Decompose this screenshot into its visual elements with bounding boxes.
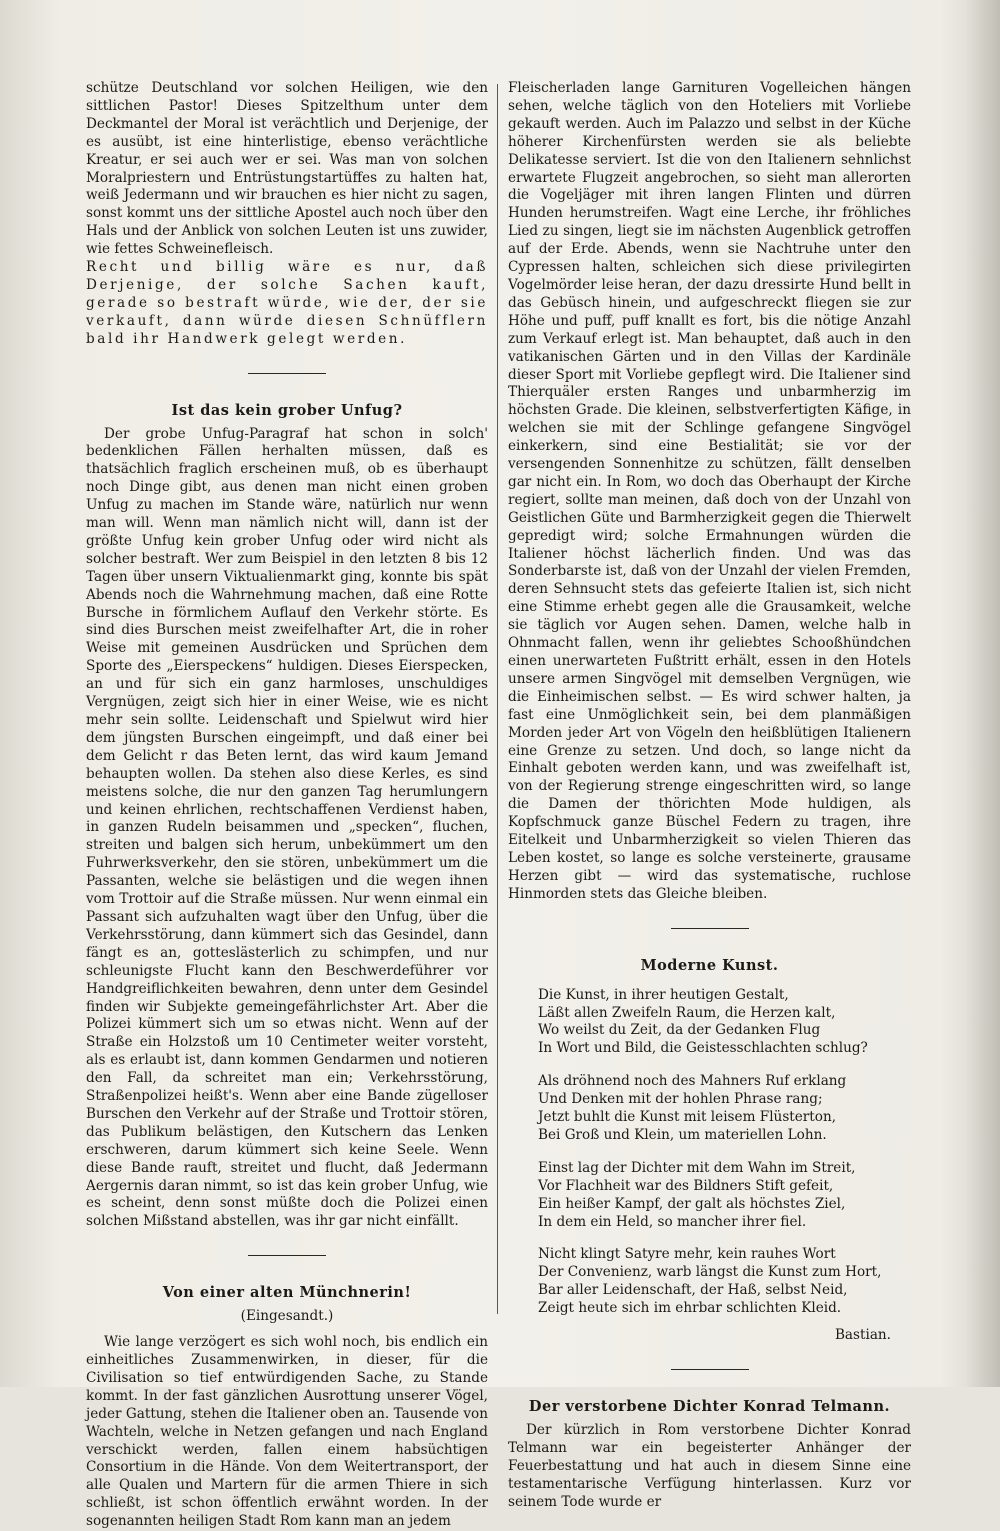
poem-line: Und Denken mit der hohlen Phrase rang; (538, 1091, 823, 1108)
poem (538, 987, 911, 1319)
poem-line: Jetzt buhlt die Kunst mit leisem Flüsterton, (538, 1109, 837, 1126)
poem-line: Ein heißer Kampf, der galt als höchstes Ziel, (538, 1195, 846, 1212)
article-body-telmann: Der kürzlich in Rom verstorbene Dichter Konrad Telmann war ein begeisterter Anhänger der Feuerbestattung und hat auch in diesem Sinne eine testamentarische Verfügung hinterlassen. Kurz vor seinem Tode wurde er (508, 1421, 911, 1510)
continued-paragraph: Fleischerladen lange Garnituren Vogelleichen hängen sehen, welche täglich von den Hoteliers mit Vorliebe gekauft werden. Auch im Palazzo und selbst in der Küche höherer Kirchenfürsten werden sie als beliebte Delikatesse serviert. Ist die von den Italienern sehnlichst erwartete Flugzeit angebrochen, so sieht man allerorten die Vogeljäger mit ihren langen Flinten und dürren Hunden herumstreifen. Wagt eine Lerche, ihr fröhliches Lied zu singen, liegt sie im nächsten Augenblick getroffen auf der Erde. Abends, wenn sie Nachtruhe unter den Cypressen halten, schleichen sich diese privilegirten Vogelmörder leise heran, der dazu dressirte Hund bellt in das Gebüsch hinein, und aufgeschreckt fliegen sie zur Höhe und puff, puff knallt es fort, bis die nötige Anzahl zum Verkauf erlegt ist. Man behauptet, daß auch in den vatikanischen Gärten und in den Villas der Kardinäle dieser Sport mit Vorliebe gepflegt wird. Die Italiener sind Thierquäler ersten Ranges und unbarmherzig im höchsten Grade. Die kleinen, selbstverfertigten Käfige, in welchen sie mit der Schlinge gefangene Singvögel einkerkern, sind eine Bestialität; sie vor der versengenden Sonnenhitze zu schützen, fällt denselben gar nicht ein. In Rom, wo doch das Oberhaupt der Kirche regiert, sollte man meinen, daß doch von der Unzahl von Geistlichen Güte und Barmherzigkeit gegen die Thierwelt gepredigt wird; solche Ermahnungen würden die Italiener höchst lächerlich finden. Und was das Sonderbarste ist, daß von der Unzahl der vielen Fremden, deren Sehnsucht stets das gefeierte Italien ist, sich nicht eine Stimme erhebt gegen alle die Grausamkeit, welche sie täglich vor Augen sehen. Damen, welche halb in Ohnmacht fallen, wenn ihr geliebtes Schooßhündchen einen unerwarteten Fußtritt erhält, essen in den Hotels unsere armen Singvögel mit demselben Vergnügen, wie die Einheimischen selbst. — Es wird schwer halten, ja fast eine Unmöglichkeit sein, bei dem planmäßigen Morden jeder Art von Vögeln den heißblütigen Italienern eine Grenze zu setzen. Und doch, so lange nicht da Einhalt geboten werden kann, und was zweifelhaft ist, von der Regierung strenge eingeschritten wird, so lange die Damen der thörichten Mode huldigen, als Kopfschmuck ganze Büschel Federn zu tragen, ihre Eitelkeit und Unbarmherzigkeit so vielen Thieren das Leben kostet, so lange es solche versteinerte, grausame Herzen gibt — wird das systematische, ruchlose Hinmorden stets das Gleiche bleiben. (508, 80, 911, 902)
section-separator (248, 1255, 326, 1256)
article-body-unfug: Der grobe Unfug-Paragraf hat schon in solch' bedenklichen Fällen herhalten müssen, daß es thatsächlich fraglich erscheinen muß, ob es überhaupt noch Dinge gibt, aus denen man nicht einen groben Unfug zu machen im Stande wäre, natürlich nur wenn man will. Wenn man nämlich nicht will, dann ist der größte Unfug kein grober Unfug oder wird nicht als solcher bestraft. Wer zum Beispiel in den letzten 8 bis 12 Tagen über unsern Viktualienmarkt ging, konnte bis spät Abends noch die Wahrnehmung machen, daß eine Rotte Bursche in förmlichem Auflauf den Verkehr störte. Es sind dies Burschen meist zweifelhafter Art, die in roher Weise mit gemeinen Ausdrücken und Sprüchen dem Sporte des „Eierspeckens“ huldigen. Dieses Eierspecken, an und für sich ein ganz harmloses, unschuldiges Vergnügen, zeigt sich hier in einer Weise, wie es nicht mehr sein sollte. Leidenschaft und Spielwut wird hier dem jüngsten Burschen eingeimpft, und daß einer bei dem Gelicht r das Beten lernt, das wird kaum Jemand behaupten wollen. Da stehen also diese Kerles, es sind meistens solche, die nur den ganzen Tag herumlungern und keinen ehrlichen, rechtschaffenen Verdienst haben, in ganzen Rudeln beisammen und „specken“, fluchen, streiten und balgen sich herum, unbekümmert um den Fuhrwerksverkehr, den sie stören, unbekümmert um die Passanten, welche sie belästigen und die wegen ihnen vom Trottoir auf die Straße müssen. Nur wenn einmal ein Passant sich aufzuhalten wagt über den Unfug, über die Verkehrsstörung, dann kümmert sich das Gesindel, dann fängt es an, gotteslästerlich zu schimpfen, und nur schleunigste Flucht kann den Beschwerdeführer vor Handgreiflichkeiten bewahren, denn unter dem Gesindel finden wir Subjekte gemeingefährlichster Art. Aber die Polizei kümmert sich um so etwas nicht. Wenn auf der Straße ein Holzstoß um 10 Centimeter weiter vorsteht, als es erlaubt ist, dann kommen Gendarmen und notieren den Fall, da schreitet man ein; Verkehrsstörung, Straßenpolizei heißt's. Wenn aber eine Bande zügelloser Burschen den Verkehr auf der Straße und Trottoir stören, das Publikum belästigen, den Kutschern das Lenken erschweren, darum kümmert sich keine Seele. Wenn diese Bande rauft, streitet und flucht, daß Jedermann Aergernis daran nimmt, so ist das kein grober Unfug, wie es scheint, denn sonst müßte doch die Polizei einen solchen Mißstand abstellen, was ihr gar nicht einfällt. (86, 425, 488, 1230)
poem-stanza (538, 1160, 911, 1232)
left-column (86, 80, 488, 1530)
poem-stanza (538, 1073, 911, 1145)
article-title-telmann: Der verstorbene Dichter Konrad Telmann. (528, 1398, 891, 1415)
page-edge-shadow (964, 0, 1000, 1387)
section-separator (671, 1369, 749, 1370)
poem-line: Läßt allen Zweifeln Raum, die Herzen kalt, (538, 1004, 836, 1021)
poem-line: Bei Groß und Klein, um materiellen Lohn. (538, 1126, 827, 1143)
poem-line: Der Convenienz, warb längst die Kunst zum Hort, (538, 1264, 882, 1281)
poem-line: In Wort und Bild, die Geistesschlachten schlug? (538, 1040, 868, 1057)
poem-line: In dem ein Held, so mancher ihrer fiel. (538, 1213, 807, 1230)
poem-line: Wo weilst du Zeit, da der Gedanken Flug (538, 1022, 821, 1039)
poem-stanza (538, 1246, 911, 1318)
right-column (508, 80, 911, 1510)
poem-line: Nicht klingt Satyre mehr, kein rauhes Wort (538, 1246, 836, 1263)
poem-author: Bastian. (834, 1327, 891, 1344)
poem-line: Zeigt heute sich im ehrbar schlichten Kleid. (538, 1300, 842, 1317)
poem-line: Als dröhnend noch des Mahners Ruf erklang (538, 1073, 847, 1090)
poem-line: Vor Flachheit war des Bildners Stift gefeit, (538, 1177, 834, 1194)
poem-line: Die Kunst, in ihrer heutigen Gestalt, (538, 986, 789, 1003)
article-title-unfug: Ist das kein grober Unfug? (171, 401, 403, 419)
poem-line: Einst lag der Dichter mit dem Wahn im Streit, (538, 1159, 856, 1176)
article-body-muenchnerin: Wie lange verzögert es sich wohl noch, bis endlich ein einheitliches Zusammenwirken, in dieser, für die Civilisation so tief entwürdigenden Sache, zu Stande kommt. In der fast gänzlichen Ausrottung unserer Vögel, jeder Gattung, stehen die Italiener oben an. Tausende von Wachteln, welche in Netzen gefangen und nach England verschickt werden, fallen einem habsüchtigen Consortium in die Hände. Von dem Weitertransport, der alle Qualen und Martern für die armen Thiere in sich schließt, ist schon öffentlich erwähnt worden. In der sogenannten heiligen Stadt Rom kann man an jedem (86, 1334, 488, 1530)
section-separator (671, 928, 749, 929)
column-divider (497, 84, 498, 1314)
poem-title: Moderne Kunst. (640, 956, 779, 974)
poem-stanza (538, 987, 911, 1059)
article-title-muenchnerin: Von einer alten Münchnerin! (162, 1284, 412, 1302)
intro-spaced-paragraph: Recht und billig wäre es nur, daß Derjenige, der solche Sachen kauft, gerade so bestraft würde, wie der, der sie verkauft, dann würde diesen Schnüfflern bald ihr Handwerk gelegt werden. (86, 259, 488, 347)
intro-paragraph: schütze Deutschland vor solchen Heiligen, wie den sittlichen Pastor! Dieses Spitzelthum unter dem Deckmantel der Moral ist verächtlich und Derjenige, der es ausübt, ist eine hinterlistige, ebenso verächtliche Kreatur, er sei auch wer er sei. Was man von solchen Moralpriestern und Entrüstungstartüffes zu halten hat, weiß Jedermann und wir brauchen es hier nicht zu sagen, sonst kommt uns der sittliche Apostel auch noch über den Hals und der Anblick von solchen Leuten ist uns zuwider, wie fettes Schweinefleisch. (86, 80, 488, 258)
section-separator (248, 373, 326, 374)
article-subtitle-eingesandt: (Eingesandt.) (240, 1308, 334, 1325)
poem-line: Bar aller Leidenschaft, der Haß, selbst Neid, (538, 1282, 848, 1299)
